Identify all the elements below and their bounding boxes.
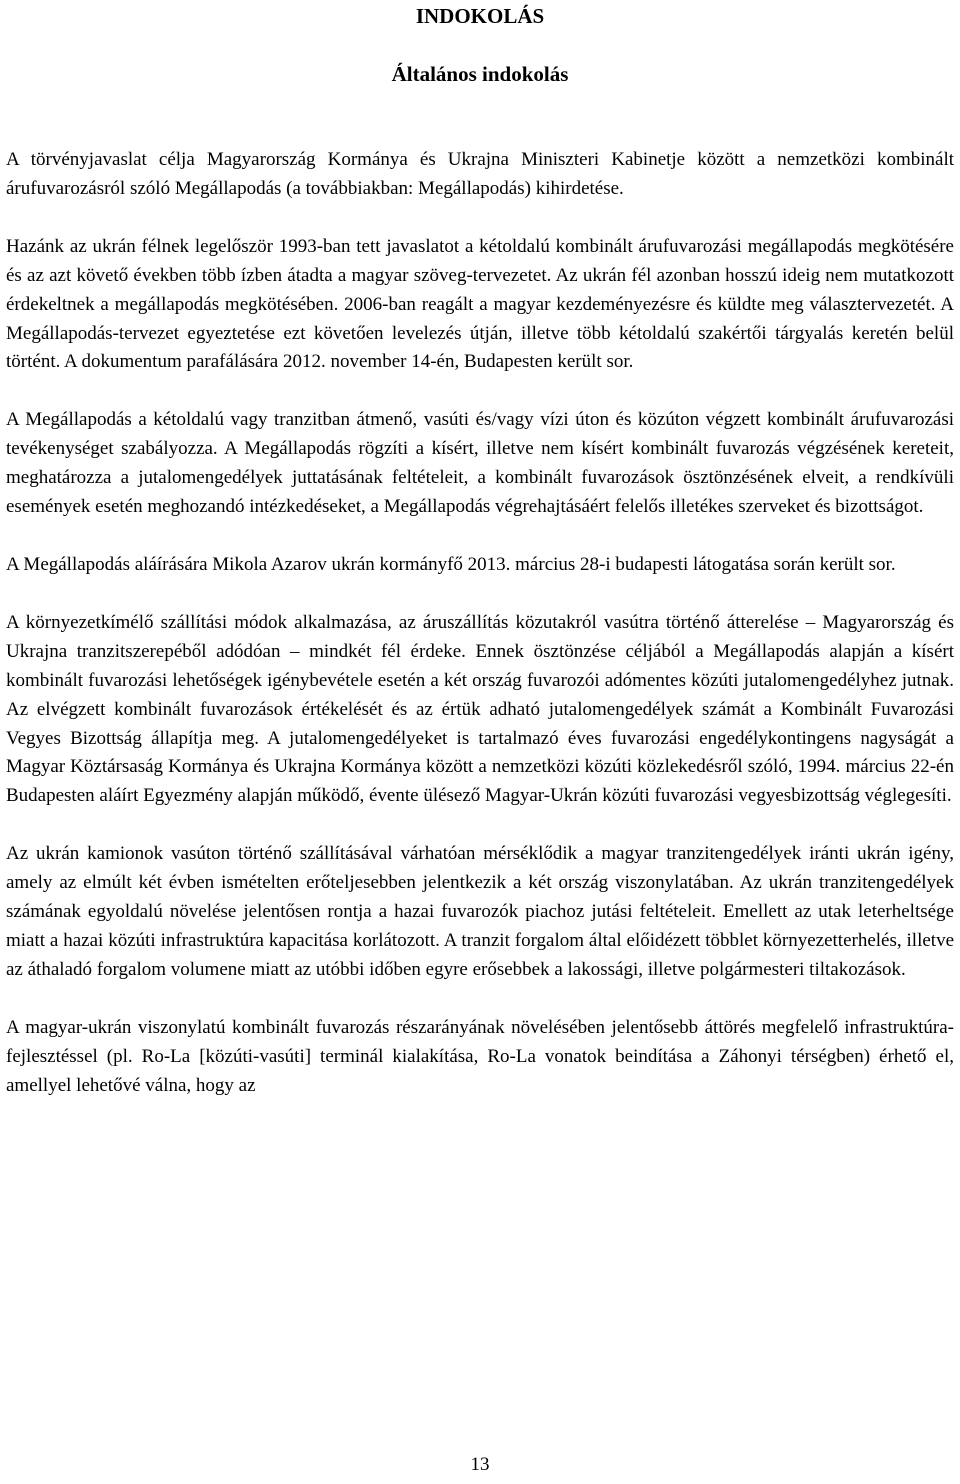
paragraph: Hazánk az ukrán félnek legelőször 1993-ban tett javaslatot a kétoldalú kombinált árufuvarozási megállapodás megkötésére és az azt követő években több ízben átadta a magyar szöveg-tervezetet. Az ukrán fél azonban hosszú ideig nem mutatkozott érdekeltnek a megállapodás megkötésében. 2006-ban reagált a magyar kezdeményezésre és küldte meg választervezetét. A Megállapodás-tervezet egyeztetése ezt követően levelezés útján, illetve több kétoldalú szakértői tárgyalás keretén belül történt. A dokumentum parafálására 2012. november 14-én, Budapesten került sor. — [6, 235, 954, 373]
paragraph: A magyar-ukrán viszonylatú kombinált fuvarozás részarányának növelésében jelentősebb áttörés megfelelő infrastruktúra-fejlesztéssel (pl. Ro-La [közúti-vasúti] terminál kialakítása, Ro-La vonatok beindítása a Záhonyi térségben) érhető el, amellyel lehetővé válna, hogy az — [6, 1016, 954, 1096]
paragraph: Az ukrán kamionok vasúton történő szállításával várhatóan mérséklődik a magyar tranzitengedélyek iránti ukrán igény, amely az elmúlt két évben ismételten erőteljesebben jelentkezik a két ország viszonylatában. Az ukrán tranzitengedélyek számának egyoldalú növelése jelentősen rontja a hazai fuvarozók piachoz jutási feltételeit. Emellett az utak leterheltsége miatt a hazai közúti infrastruktúra kapacitása korlátozott. A tranzit forgalom által előidézett többlet környezetterhelés, illetve az áthaladó forgalom volumene miatt az utóbbi időben egyre erősebbek a lakossági, illetve polgármesteri tiltakozások. — [6, 843, 954, 980]
paragraph: A Megállapodás aláírására Mikola Azarov ukrán kormányfő 2013. március 28-i budapesti látogatása során került sor. — [6, 553, 896, 575]
document-body — [6, 146, 954, 1129]
page-number: 13 — [470, 1454, 490, 1475]
section-title: Általános indokolás — [391, 62, 569, 86]
document-title: INDOKOLÁS — [415, 4, 545, 28]
paragraph: A törvényjavaslat célja Magyarország Kormánya és Ukrajna Miniszteri Kabinetje között a nemzetközi kombinált árufuvarozásról szóló Megállapodás (a továbbiakban: Megállapodás) kihirdetése. — [6, 149, 954, 199]
paragraph: A Megállapodás a kétoldalú vagy tranzitban átmenő, vasúti és/vagy vízi úton és közúton végzett kombinált árufuvarozási tevékenységet szabályozza. A Megállapodás rögzíti a kísért, illetve nem kísért kombinált fuvarozás végzésének kereteit, meghatározza a jutalomengedélyek juttatásának feltételeit, a kombinált fuvarozások ösztönzésének elveit, a rendkívüli események esetén meghozandó intézkedéseket, a Megállapodás végrehajtásáért felelős illetékes szerveket és bizottságot. — [6, 409, 954, 518]
paragraph: A környezetkímélő szállítási módok alkalmazása, az áruszállítás közutakról vasútra történő átterelése – Magyarország és Ukrajna tranzitszerepéből adódóan – mindkét fél érdeke. Ennek ösztönzése céljából a Megállapodás alapján a kísért kombinált fuvarozási lehetőségek igénybevétele esetén a két ország fuvarozói adómentes közúti jutalomengedélyhez jutnak. Az elvégzett kombinált fuvarozások értékelését és az értük adható jutalomengedélyek számát a Kombinált Fuvarozási Vegyes Bizottság állapítja meg. A jutalomengedélyeket is tartalmazó éves fuvarozási engedélykontingens nagyságát a Magyar Köztársaság Kormánya és Ukrajna Kormánya között a nemzetközi közúti közlekedésről szóló, 1994. március 22-én Budapesten aláírt Egyezmény alapján működő, évente ülésező Magyar-Ukrán közúti fuvarozási vegyesbizottság véglegesíti. — [6, 611, 954, 807]
